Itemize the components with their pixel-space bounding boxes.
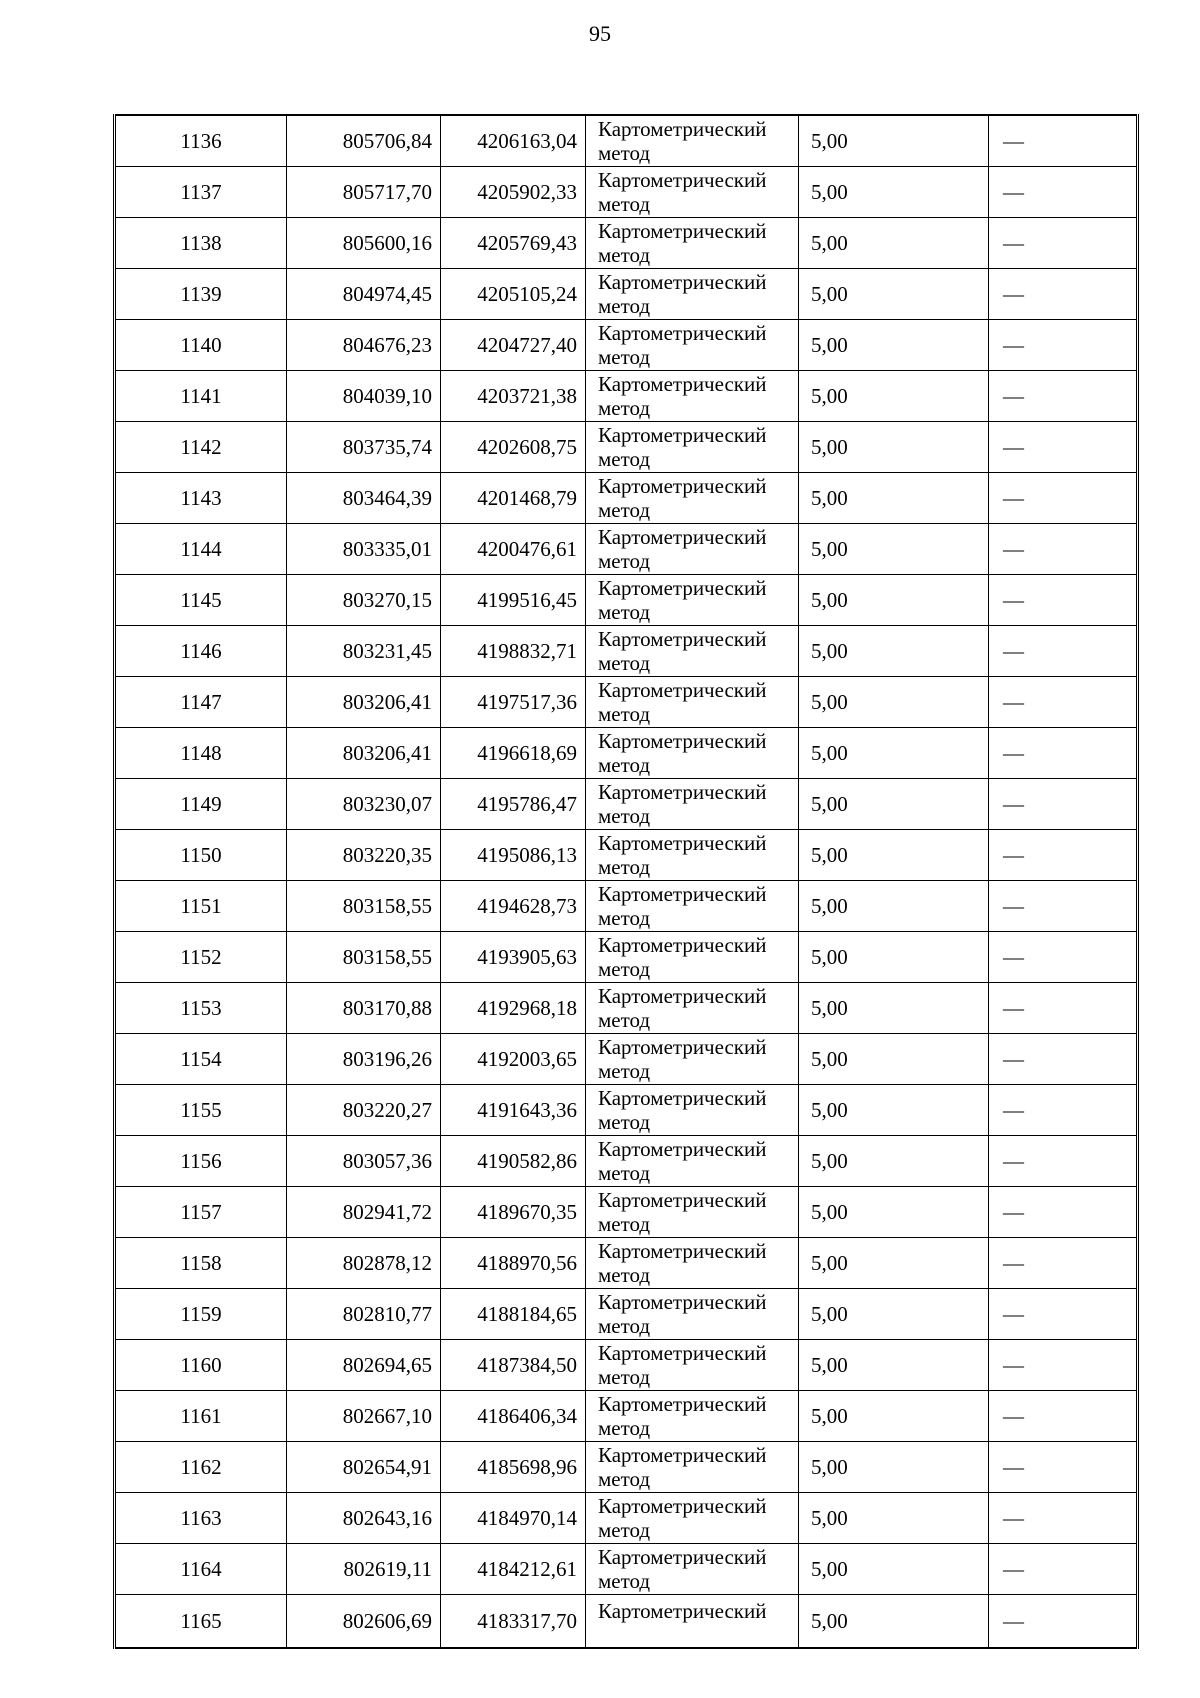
y-coordinate-cell: 4192003,65 [441, 1034, 586, 1085]
method-cell: Картометрический метод [586, 1340, 799, 1391]
y-coordinate-cell: 4204727,40 [441, 320, 586, 371]
x-coordinate-cell: 804974,45 [287, 269, 441, 320]
method-cell: Картометрический метод [586, 728, 799, 779]
table-row [115, 1595, 1138, 1649]
coordinates-table-body [115, 115, 1138, 1648]
y-coordinate-cell: 4189670,35 [441, 1187, 586, 1238]
accuracy-cell: 5,00 [799, 626, 989, 677]
point-number-cell: 1164 [115, 1544, 287, 1595]
x-coordinate-cell: 803231,45 [287, 626, 441, 677]
y-coordinate-cell: 4186406,34 [441, 1391, 586, 1442]
point-number-cell: 1139 [115, 269, 287, 320]
y-coordinate-cell: 4199516,45 [441, 575, 586, 626]
description-cell: — [989, 218, 1138, 269]
method-cell: Картометрический метод [586, 1289, 799, 1340]
accuracy-cell: 5,00 [799, 320, 989, 371]
x-coordinate-cell: 805706,84 [287, 115, 441, 167]
point-number-cell: 1165 [115, 1595, 287, 1649]
accuracy-cell: 5,00 [799, 779, 989, 830]
description-cell: — [989, 728, 1138, 779]
table-row [115, 1136, 1138, 1187]
table-row [115, 1391, 1138, 1442]
y-coordinate-cell: 4198832,71 [441, 626, 586, 677]
method-cell: Картометрический метод [586, 575, 799, 626]
point-number-cell: 1141 [115, 371, 287, 422]
accuracy-cell: 5,00 [799, 1595, 989, 1649]
method-cell: Картометрический метод [586, 1442, 799, 1493]
table-row [115, 1493, 1138, 1544]
y-coordinate-cell: 4188184,65 [441, 1289, 586, 1340]
table-row [115, 830, 1138, 881]
description-cell: — [989, 1136, 1138, 1187]
description-cell: — [989, 575, 1138, 626]
method-cell: Картометрический метод [586, 269, 799, 320]
table-row [115, 1187, 1138, 1238]
x-coordinate-cell: 803464,39 [287, 473, 441, 524]
x-coordinate-cell: 802606,69 [287, 1595, 441, 1649]
x-coordinate-cell: 803196,26 [287, 1034, 441, 1085]
x-coordinate-cell: 804676,23 [287, 320, 441, 371]
point-number-cell: 1159 [115, 1289, 287, 1340]
description-cell: — [989, 422, 1138, 473]
accuracy-cell: 5,00 [799, 1340, 989, 1391]
method-cell: Картометрический метод [586, 422, 799, 473]
point-number-cell: 1150 [115, 830, 287, 881]
y-coordinate-cell: 4192968,18 [441, 983, 586, 1034]
method-cell: Картометрический метод [586, 677, 799, 728]
y-coordinate-cell: 4184212,61 [441, 1544, 586, 1595]
method-cell: Картометрический метод [586, 1493, 799, 1544]
accuracy-cell: 5,00 [799, 1187, 989, 1238]
description-cell: — [989, 167, 1138, 218]
table-row [115, 320, 1138, 371]
y-coordinate-cell: 4195786,47 [441, 779, 586, 830]
accuracy-cell: 5,00 [799, 728, 989, 779]
point-number-cell: 1154 [115, 1034, 287, 1085]
table-row [115, 1340, 1138, 1391]
table-row [115, 1085, 1138, 1136]
x-coordinate-cell: 802694,65 [287, 1340, 441, 1391]
description-cell: — [989, 779, 1138, 830]
y-coordinate-cell: 4200476,61 [441, 524, 586, 575]
point-number-cell: 1158 [115, 1238, 287, 1289]
y-coordinate-cell: 4191643,36 [441, 1085, 586, 1136]
x-coordinate-cell: 802810,77 [287, 1289, 441, 1340]
x-coordinate-cell: 802654,91 [287, 1442, 441, 1493]
description-cell: — [989, 269, 1138, 320]
y-coordinate-cell: 4206163,04 [441, 115, 586, 167]
method-cell: Картометрический метод [586, 1187, 799, 1238]
y-coordinate-cell: 4194628,73 [441, 881, 586, 932]
table-row [115, 115, 1138, 167]
accuracy-cell: 5,00 [799, 575, 989, 626]
x-coordinate-cell: 805717,70 [287, 167, 441, 218]
accuracy-cell: 5,00 [799, 371, 989, 422]
description-cell: — [989, 1238, 1138, 1289]
table-row [115, 473, 1138, 524]
description-cell: — [989, 473, 1138, 524]
method-cell: Картометрический метод [586, 932, 799, 983]
accuracy-cell: 5,00 [799, 881, 989, 932]
table-row [115, 881, 1138, 932]
table-row [115, 1544, 1138, 1595]
point-number-cell: 1137 [115, 167, 287, 218]
method-cell: Картометрический метод [586, 1238, 799, 1289]
point-number-cell: 1142 [115, 422, 287, 473]
y-coordinate-cell: 4205902,33 [441, 167, 586, 218]
accuracy-cell: 5,00 [799, 218, 989, 269]
description-cell: — [989, 1493, 1138, 1544]
method-cell: Картометрический метод [586, 320, 799, 371]
method-cell: Картометрический метод [586, 1544, 799, 1595]
method-cell: Картометрический метод [586, 1391, 799, 1442]
x-coordinate-cell: 802643,16 [287, 1493, 441, 1544]
method-cell: Картометрический метод [586, 626, 799, 677]
x-coordinate-cell: 803206,41 [287, 677, 441, 728]
description-cell: — [989, 983, 1138, 1034]
description-cell: — [989, 1034, 1138, 1085]
point-number-cell: 1156 [115, 1136, 287, 1187]
method-cell: Картометрический метод [586, 473, 799, 524]
point-number-cell: 1147 [115, 677, 287, 728]
point-number-cell: 1151 [115, 881, 287, 932]
description-cell: — [989, 1340, 1138, 1391]
accuracy-cell: 5,00 [799, 167, 989, 218]
y-coordinate-cell: 4187384,50 [441, 1340, 586, 1391]
x-coordinate-cell: 802619,11 [287, 1544, 441, 1595]
table-row [115, 1238, 1138, 1289]
x-coordinate-cell: 803170,88 [287, 983, 441, 1034]
accuracy-cell: 5,00 [799, 1034, 989, 1085]
accuracy-cell: 5,00 [799, 1493, 989, 1544]
method-cell: Картометрический метод [586, 167, 799, 218]
x-coordinate-cell: 805600,16 [287, 218, 441, 269]
description-cell: — [989, 1289, 1138, 1340]
accuracy-cell: 5,00 [799, 269, 989, 320]
method-cell: Картометрический метод [586, 983, 799, 1034]
point-number-cell: 1155 [115, 1085, 287, 1136]
description-cell: — [989, 677, 1138, 728]
description-cell: — [989, 1187, 1138, 1238]
table-row [115, 1442, 1138, 1493]
x-coordinate-cell: 803735,74 [287, 422, 441, 473]
description-cell: — [989, 371, 1138, 422]
y-coordinate-cell: 4184970,14 [441, 1493, 586, 1544]
point-number-cell: 1153 [115, 983, 287, 1034]
point-number-cell: 1161 [115, 1391, 287, 1442]
point-number-cell: 1143 [115, 473, 287, 524]
x-coordinate-cell: 803230,07 [287, 779, 441, 830]
point-number-cell: 1148 [115, 728, 287, 779]
y-coordinate-cell: 4203721,38 [441, 371, 586, 422]
table-row [115, 779, 1138, 830]
x-coordinate-cell: 803270,15 [287, 575, 441, 626]
accuracy-cell: 5,00 [799, 1391, 989, 1442]
point-number-cell: 1152 [115, 932, 287, 983]
table-row [115, 167, 1138, 218]
method-cell: Картометрический метод [586, 1136, 799, 1187]
table-row [115, 371, 1138, 422]
y-coordinate-cell: 4202608,75 [441, 422, 586, 473]
accuracy-cell: 5,00 [799, 932, 989, 983]
method-cell: Картометрический метод [586, 115, 799, 167]
y-coordinate-cell: 4188970,56 [441, 1238, 586, 1289]
table-row [115, 1289, 1138, 1340]
y-coordinate-cell: 4195086,13 [441, 830, 586, 881]
table-row [115, 677, 1138, 728]
description-cell: — [989, 320, 1138, 371]
accuracy-cell: 5,00 [799, 1544, 989, 1595]
description-cell: — [989, 1595, 1138, 1649]
table-row [115, 983, 1138, 1034]
accuracy-cell: 5,00 [799, 524, 989, 575]
point-number-cell: 1157 [115, 1187, 287, 1238]
accuracy-cell: 5,00 [799, 1136, 989, 1187]
point-number-cell: 1140 [115, 320, 287, 371]
description-cell: — [989, 1391, 1138, 1442]
page-number: 95 [589, 21, 611, 46]
x-coordinate-cell: 803220,27 [287, 1085, 441, 1136]
accuracy-cell: 5,00 [799, 1085, 989, 1136]
description-cell: — [989, 1442, 1138, 1493]
table-row [115, 1034, 1138, 1085]
point-number-cell: 1163 [115, 1493, 287, 1544]
table-row [115, 932, 1138, 983]
method-cell: Картометрический метод [586, 218, 799, 269]
table-row [115, 575, 1138, 626]
table-row [115, 524, 1138, 575]
point-number-cell: 1145 [115, 575, 287, 626]
point-number-cell: 1162 [115, 1442, 287, 1493]
accuracy-cell: 5,00 [799, 1289, 989, 1340]
x-coordinate-cell: 802941,72 [287, 1187, 441, 1238]
method-cell: Картометрический метод [586, 779, 799, 830]
table-row [115, 626, 1138, 677]
table-row [115, 218, 1138, 269]
description-cell: — [989, 830, 1138, 881]
method-cell: Картометрический [586, 1595, 799, 1649]
accuracy-cell: 5,00 [799, 1238, 989, 1289]
method-cell: Картометрический метод [586, 371, 799, 422]
accuracy-cell: 5,00 [799, 983, 989, 1034]
description-cell: — [989, 524, 1138, 575]
accuracy-cell: 5,00 [799, 677, 989, 728]
description-cell: — [989, 881, 1138, 932]
y-coordinate-cell: 4205105,24 [441, 269, 586, 320]
x-coordinate-cell: 802667,10 [287, 1391, 441, 1442]
y-coordinate-cell: 4205769,43 [441, 218, 586, 269]
table-row [115, 422, 1138, 473]
y-coordinate-cell: 4185698,96 [441, 1442, 586, 1493]
y-coordinate-cell: 4183317,70 [441, 1595, 586, 1649]
x-coordinate-cell: 803158,55 [287, 932, 441, 983]
x-coordinate-cell: 802878,12 [287, 1238, 441, 1289]
method-cell: Картометрический метод [586, 830, 799, 881]
table-row [115, 728, 1138, 779]
x-coordinate-cell: 803158,55 [287, 881, 441, 932]
point-number-cell: 1160 [115, 1340, 287, 1391]
y-coordinate-cell: 4201468,79 [441, 473, 586, 524]
x-coordinate-cell: 803220,35 [287, 830, 441, 881]
y-coordinate-cell: 4193905,63 [441, 932, 586, 983]
method-cell: Картометрический метод [586, 524, 799, 575]
point-number-cell: 1144 [115, 524, 287, 575]
x-coordinate-cell: 803057,36 [287, 1136, 441, 1187]
accuracy-cell: 5,00 [799, 830, 989, 881]
x-coordinate-cell: 804039,10 [287, 371, 441, 422]
description-cell: — [989, 1085, 1138, 1136]
point-number-cell: 1146 [115, 626, 287, 677]
table-row [115, 269, 1138, 320]
description-cell: — [989, 932, 1138, 983]
y-coordinate-cell: 4197517,36 [441, 677, 586, 728]
description-cell: — [989, 115, 1138, 167]
point-number-cell: 1136 [115, 115, 287, 167]
method-cell: Картометрический метод [586, 1034, 799, 1085]
coordinates-table [113, 114, 1139, 1649]
method-cell: Картометрический метод [586, 881, 799, 932]
description-cell: — [989, 1544, 1138, 1595]
x-coordinate-cell: 803335,01 [287, 524, 441, 575]
accuracy-cell: 5,00 [799, 1442, 989, 1493]
y-coordinate-cell: 4196618,69 [441, 728, 586, 779]
description-cell: — [989, 626, 1138, 677]
point-number-cell: 1149 [115, 779, 287, 830]
method-cell: Картометрический метод [586, 1085, 799, 1136]
accuracy-cell: 5,00 [799, 115, 989, 167]
y-coordinate-cell: 4190582,86 [441, 1136, 586, 1187]
point-number-cell: 1138 [115, 218, 287, 269]
accuracy-cell: 5,00 [799, 422, 989, 473]
accuracy-cell: 5,00 [799, 473, 989, 524]
x-coordinate-cell: 803206,41 [287, 728, 441, 779]
